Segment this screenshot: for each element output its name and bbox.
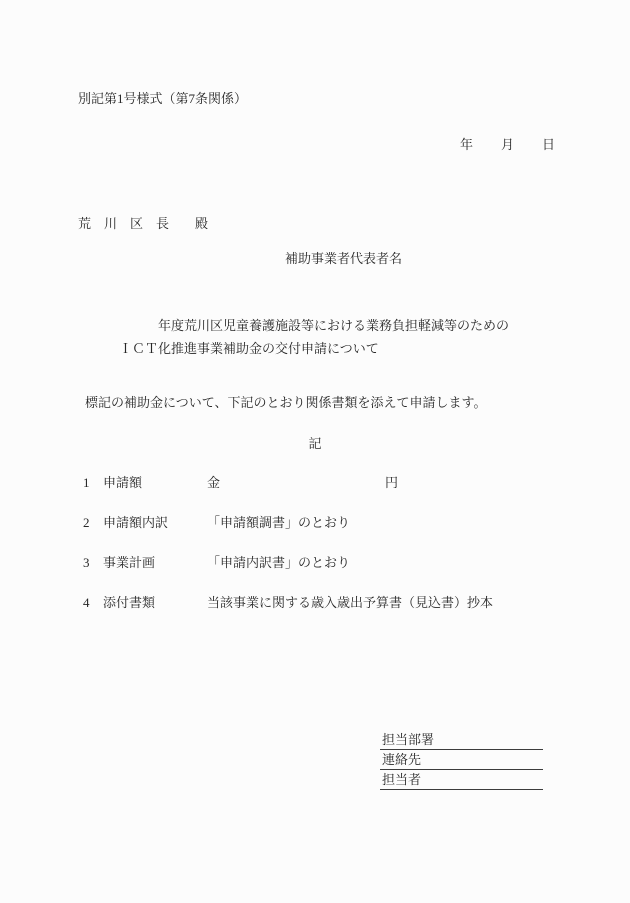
item-label: 申請額 (103, 475, 143, 490)
addressee-line: 荒 川 区 長 殿 (78, 216, 209, 231)
item-label: 事業計画 (103, 555, 156, 570)
contact-row-person (380, 770, 543, 790)
contact-row-phone (380, 750, 543, 770)
item-label: 申請額内訳 (103, 515, 169, 530)
form-number-label: 別記第1号様式（第7条関係） (78, 91, 248, 106)
document-title-line2: ＩＣＴ化推進事業補助金の交付申請について (119, 341, 379, 356)
item-number: 3 (83, 555, 90, 570)
item-value: 当該事業に関する歳入歳出予算書（見込書）抄本 (207, 595, 494, 610)
item-number: 2 (83, 515, 90, 530)
amount-suffix: 円 (385, 475, 399, 490)
contact-block (380, 730, 543, 790)
applicant-representative-label: 補助事業者代表者名 (285, 251, 403, 266)
item-value: 「申請額調書」のとおり (207, 515, 351, 530)
date-year-label: 年 (460, 137, 474, 152)
contact-department-label: 担当部署 (382, 731, 435, 747)
item-number: 4 (83, 595, 90, 610)
amount-prefix: 金 (207, 475, 221, 490)
date-line (460, 137, 555, 153)
date-month-label: 月 (500, 137, 514, 152)
item-value: 「申請内訳書」のとおり (207, 555, 351, 570)
contact-row-department (380, 730, 543, 750)
contact-person-label: 担当者 (382, 771, 422, 787)
item-number: 1 (83, 475, 90, 490)
body-statement: 標記の補助金について、下記のとおり関係書類を添えて申請します。 (85, 395, 487, 410)
contact-phone-label: 連絡先 (382, 751, 422, 767)
date-day-label: 日 (541, 137, 555, 152)
item-label: 添付書類 (103, 595, 156, 610)
document-title-line1: 年度荒川区児童養護施設等における業務負担軽減等のための (158, 318, 510, 333)
ki-marker: 記 (308, 436, 322, 451)
